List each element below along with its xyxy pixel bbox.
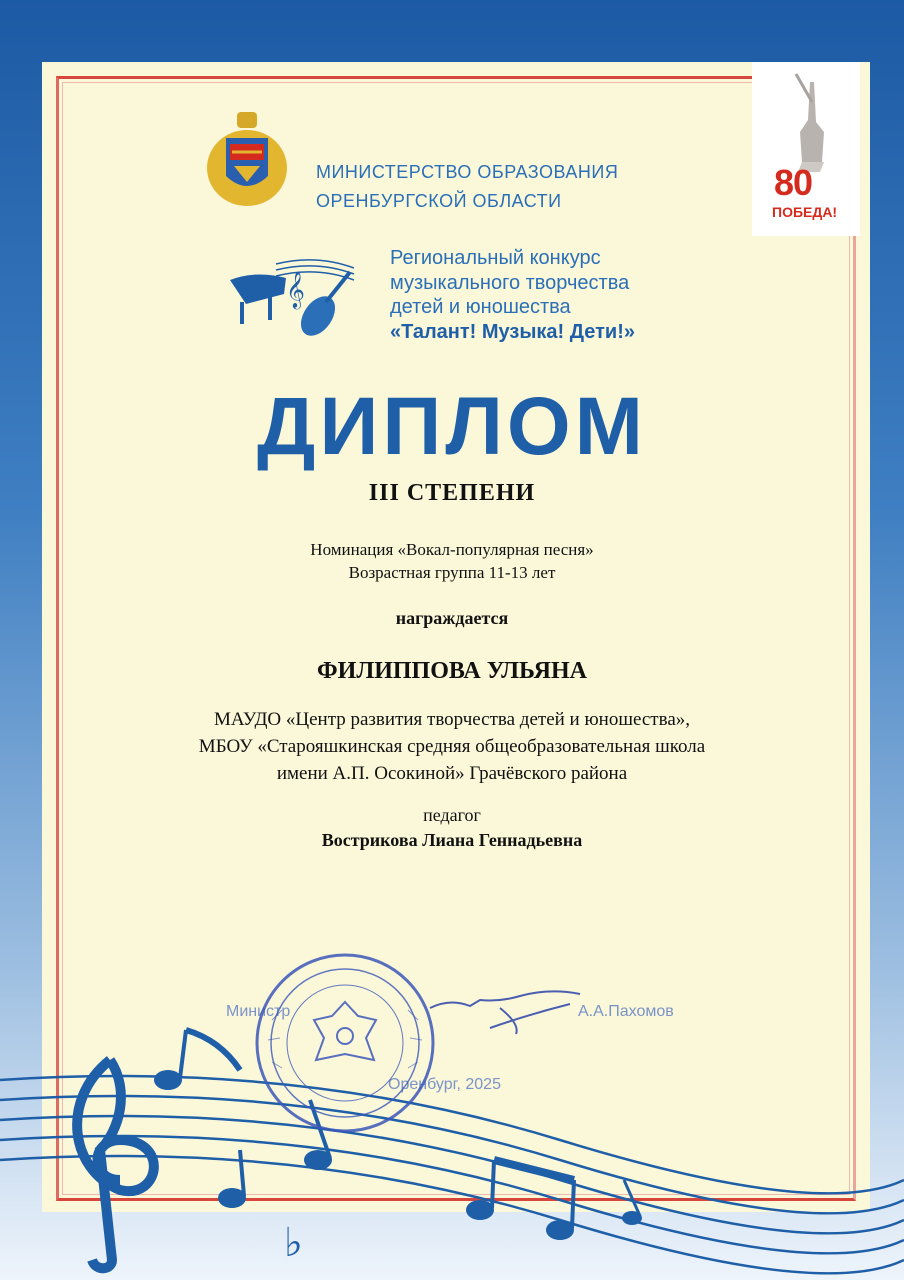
organization-line-2: МБОУ «Старояшкинская средняя общеобразовательная школа [198, 736, 706, 757]
victory-80-badge [752, 62, 860, 236]
badge-number: 80 [774, 162, 813, 203]
nomination-block [0, 538, 904, 584]
ministry-line-1: МИНИСТЕРСТВО ОБРАЗОВАНИЯ [316, 162, 619, 182]
svg-text:𝄞: 𝄞 [286, 270, 305, 308]
city-year: Оренбург, 2025 [388, 1076, 501, 1093]
badge-word: ПОБЕДА! [772, 204, 838, 220]
music-notes-decoration [0, 1020, 904, 1280]
teacher-name: Вострикова Лиана Геннадьевна [321, 830, 583, 850]
contest-line-2: музыкального творчества [390, 271, 630, 294]
contest-line-4: «Талант! Музыка! Дети!» [390, 320, 635, 343]
svg-text:♭: ♭ [284, 1220, 303, 1266]
teacher-label: педагог [423, 805, 481, 825]
contest-line-3: детей и юношества [390, 296, 571, 318]
organization-line-3: имени А.П. Осокиной» Грачёвского района [276, 763, 628, 784]
ministry-name [316, 158, 618, 216]
handwritten-signature [420, 978, 590, 1038]
recipient-name: ФИЛИППОВА УЛЬЯНА [317, 658, 587, 684]
age-group: Возрастная группа 11-13 лет [348, 563, 556, 582]
ministry-line-2: ОРЕНБУРГСКОЙ ОБЛАСТИ [316, 191, 562, 211]
diploma-degree: III СТЕПЕНИ [368, 480, 536, 506]
organization-block [0, 706, 904, 787]
music-logo-icon [226, 250, 366, 350]
contest-title [390, 246, 635, 344]
awarded-label: награждается [395, 608, 509, 628]
signature-title: Министр [226, 1003, 291, 1020]
contest-line-1: Региональный конкурс [390, 247, 601, 269]
nomination: Номинация «Вокал-популярная песня» [310, 540, 594, 559]
coat-of-arms-icon [204, 110, 290, 210]
official-stamp [252, 950, 438, 1136]
signature-name: А.А.Пахомов [578, 1003, 674, 1020]
organization-line-1: МАУДО «Центр развития творчества детей и юношества», [213, 709, 691, 730]
diploma-title: ДИПЛОМ [257, 381, 647, 472]
